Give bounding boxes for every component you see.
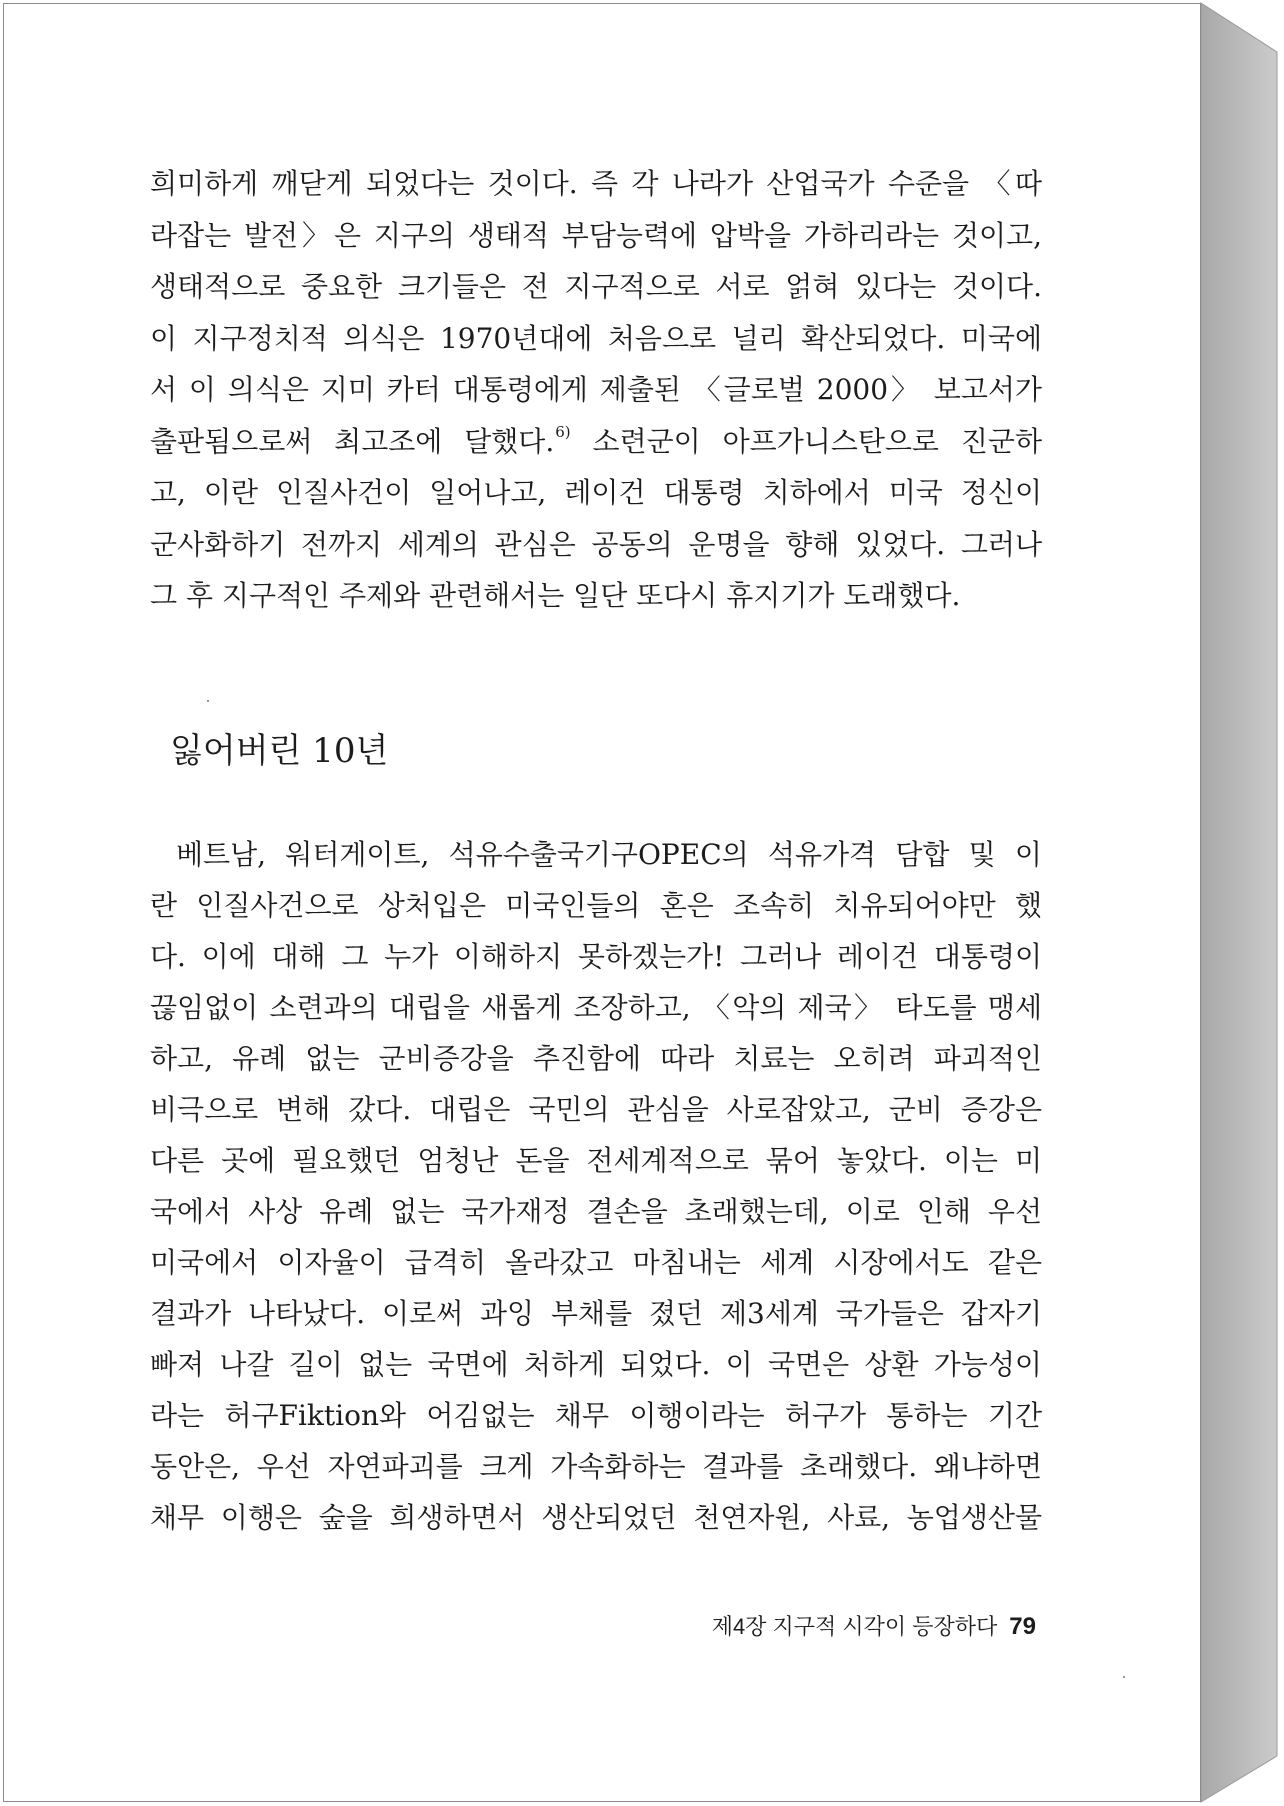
text-line: 비극으로 변해 갔다. 대립은 국민의 관심을 사로잡았고, 군비 증강은 <box>150 1093 1042 1126</box>
running-footer <box>712 1612 1036 1645</box>
chapter-title: 제4장 지구적 시각이 등장하다 <box>711 1614 998 1639</box>
book-page-stack-edge <box>1201 3 1277 1802</box>
text-line-with-footnote <box>150 416 1042 468</box>
footnote-reference: 6) <box>555 422 571 441</box>
book-page <box>3 3 1201 1802</box>
text-line: 서 이 의식은 지미 카터 대통령에게 제출된 〈글로벌 2000〉 보고서가 <box>150 373 1042 406</box>
body-paragraph-1 <box>150 158 1042 622</box>
text-line: 고, 이란 인질사건이 일어나고, 레이건 대통령 치하에서 미국 정신이 <box>150 476 1042 509</box>
scan-speck <box>1123 1676 1125 1678</box>
text-line: 국에서 사상 유례 없는 국가재정 결손을 초래했는데, 이로 인해 우선 <box>150 1195 1042 1228</box>
text-segment: 소련군이 아프가니스탄으로 진군하 <box>570 424 1042 458</box>
text-line: 다른 곳에 필요했던 엄청난 돈을 전세계적으로 묶어 놓았다. 이는 미 <box>150 1144 1042 1177</box>
text-line: 채무 이행은 숲을 희생하면서 생산되었던 천연자원, 사료, 농업생산물 <box>150 1501 1042 1534</box>
text-line: 베트남, 워터게이트, 석유수출국기구OPEC의 석유가격 담합 및 이 <box>176 838 1042 871</box>
text-line: 동안은, 우선 자연파괴를 크게 가속화하는 결과를 초래했다. 왜냐하면 <box>150 1450 1042 1483</box>
scan-speck <box>207 700 209 702</box>
text-line: 희미하게 깨닫게 되었다는 것이다. 즉 각 나라가 산업국가 수준을 〈따 <box>150 167 1042 200</box>
text-line: 라는 허구Fiktion와 어김없는 채무 이행이라는 허구가 통하는 기간 <box>150 1399 1042 1432</box>
page-number: 79 <box>1009 1613 1036 1640</box>
text-segment: 출판됨으로써 최고조에 달했다. <box>150 424 555 458</box>
text-line: 결과가 나타났다. 이로써 과잉 부채를 졌던 제3세계 국가들은 갑자기 <box>150 1297 1042 1330</box>
text-line: 그 후 지구적인 주제와 관련해서는 일단 또다시 휴지기가 도래했다. <box>150 579 961 612</box>
text-line: 다. 이에 대해 그 누가 이해하지 못하겠는가! 그러나 레이건 대통령이 <box>150 940 1042 973</box>
section-heading: 잃어버린 10년 <box>170 731 389 771</box>
text-line: 끊임없이 소련과의 대립을 새롭게 조장하고, 〈악의 제국〉 타도를 맹세 <box>150 991 1042 1024</box>
body-paragraph-2 <box>150 829 1042 1543</box>
text-line: 하고, 유례 없는 군비증강을 추진함에 따라 치료는 오히려 파괴적인 <box>150 1042 1042 1075</box>
text-line: 생태적으로 중요한 크기들은 전 지구적으로 서로 얽혀 있다는 것이다. <box>150 270 1042 303</box>
text-line: 란 인질사건으로 상처입은 미국인들의 혼은 조속히 치유되어야만 했 <box>150 889 1042 922</box>
text-line: 군사화하기 전까지 세계의 관심은 공동의 운명을 향해 있었다. 그러나 <box>150 527 1042 561</box>
text-line: 라잡는 발전〉은 지구의 생태적 부담능력에 압박을 가하리라는 것이고, <box>150 218 1042 252</box>
text-line: 이 지구정치적 의식은 1970년대에 처음으로 널리 확산되었다. 미국에 <box>150 321 1042 355</box>
text-line: 미국에서 이자율이 급격히 올라갔고 마침내는 세계 시장에서도 같은 <box>150 1246 1042 1279</box>
text-line: 빠져 나갈 길이 없는 국면에 처하게 되었다. 이 국면은 상환 가능성이 <box>150 1348 1042 1381</box>
